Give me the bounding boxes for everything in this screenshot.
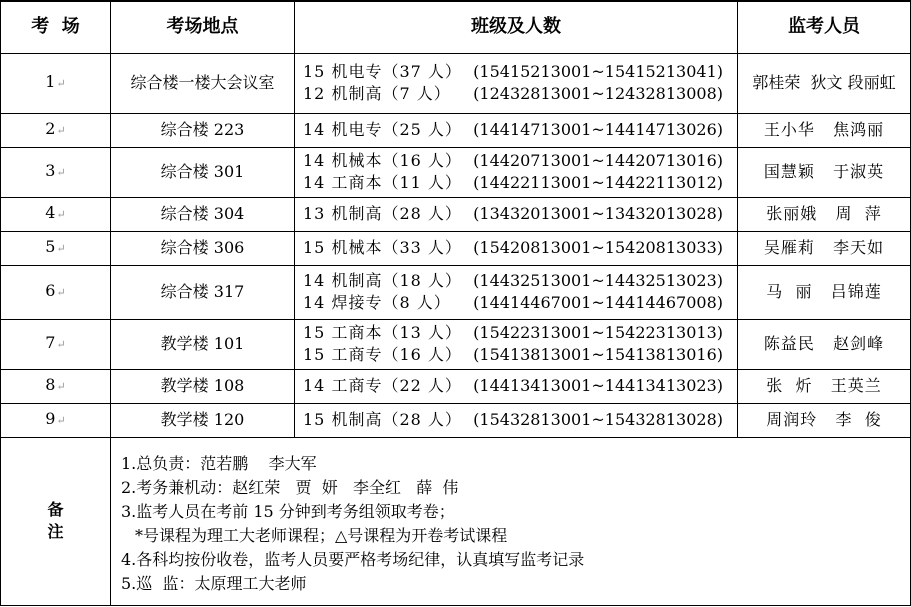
room-number: 9↵: [1, 403, 111, 437]
header-classes: 班级及人数: [295, 1, 738, 53]
class-entry: 15 工商本（13 人） (15422313001~15422313013): [303, 323, 723, 342]
room-number: 8↵: [1, 369, 111, 403]
room-number: 2↵: [1, 113, 111, 147]
proctor-names: 吴雁莉 李天如: [738, 231, 911, 265]
note-line: 5.巡 监：太原理工大老师: [121, 573, 307, 593]
table-row: [1, 319, 911, 369]
class-entry: 14 机电专（25 人） (14414713001~14414713026): [303, 120, 723, 139]
table-row: [1, 265, 911, 319]
header-room: 考 场: [1, 1, 111, 53]
room-location: 综合楼 306: [111, 231, 295, 265]
class-list: [295, 265, 738, 319]
notes-label: 备 注: [1, 437, 111, 606]
class-list: [295, 53, 738, 113]
room-location: 综合楼 304: [111, 197, 295, 231]
proctor-names: 王小华 焦鸿丽: [738, 113, 911, 147]
proctor-names: 郭桂荣 狄文 段丽虹: [738, 53, 911, 113]
note-line: 2.考务兼机动：赵红荣 贾 妍 李全红 薛 伟: [121, 477, 459, 497]
room-number: 6↵: [1, 265, 111, 319]
class-list: [295, 369, 738, 403]
proctor-names: 周润玲 李 俊: [738, 403, 911, 437]
room-location: 综合楼一楼大会议室: [111, 53, 295, 113]
room-number: 1↵: [1, 53, 111, 113]
class-list: [295, 319, 738, 369]
room-location: 综合楼 301: [111, 147, 295, 197]
note-line: 4.各科均按份收卷，监考人员要严格考场纪律，认真填写监考记录: [121, 549, 585, 569]
proctor-names: 张 炘 王英兰: [738, 369, 911, 403]
header-proctors: 监考人员: [738, 1, 911, 53]
table-row: [1, 53, 911, 113]
proctor-names: 张丽娥 周 萍: [738, 197, 911, 231]
table-row: [1, 403, 911, 437]
room-location: 教学楼 120: [111, 403, 295, 437]
note-line: 3.监考人员在考前 15 分钟到考务组领取考卷；: [121, 501, 455, 521]
class-list: [295, 147, 738, 197]
room-number: 4↵: [1, 197, 111, 231]
proctor-names: 陈益民 赵剑峰: [738, 319, 911, 369]
proctor-names: 国慧颖 于淑英: [738, 147, 911, 197]
note-line: 1.总负责：范若鹏 李大军: [121, 453, 317, 473]
table-row: [1, 231, 911, 265]
room-location: 综合楼 317: [111, 265, 295, 319]
class-list: [295, 113, 738, 147]
header-location: 考场地点: [111, 1, 295, 53]
class-entry: 14 机制高（18 人） (14432513001~14432513023): [303, 271, 723, 290]
class-entry: 14 工商本（11 人） (14422113001~14422113012): [303, 173, 723, 192]
class-entry: 14 工商专（22 人） (14413413001~14413413023): [303, 376, 723, 395]
table-row: [1, 197, 911, 231]
class-entry: 15 机制高（28 人） (15432813001~15432813028): [303, 410, 723, 429]
table-row: [1, 113, 911, 147]
class-list: [295, 197, 738, 231]
class-entry: 13 机制高（28 人） (13432013001~13432013028): [303, 204, 723, 223]
table-row: [1, 147, 911, 197]
class-entry: 15 机械本（33 人） (15420813001~15420813033): [303, 238, 723, 257]
proctor-names: 马 丽 吕锦莲: [738, 265, 911, 319]
class-list: [295, 231, 738, 265]
class-entry: 14 机械本（16 人） (14420713001~14420713016): [303, 151, 723, 170]
class-entry: 15 机电专（37 人） (15415213001~15415213041): [303, 62, 723, 81]
room-number: 5↵: [1, 231, 111, 265]
class-list: [295, 403, 738, 437]
class-entry: 12 机制高（7 人） (12432813001~12432813008): [303, 84, 723, 103]
notes-content: [111, 437, 911, 606]
class-entry: 15 工商专（16 人） (15413813001~15413813016): [303, 345, 723, 364]
room-number: 3↵: [1, 147, 111, 197]
notes-row: [1, 437, 911, 606]
note-line: *号课程为理工大老师课程；△号课程为开卷考试课程: [135, 525, 508, 545]
room-location: 教学楼 108: [111, 369, 295, 403]
header-row: [1, 1, 911, 53]
room-number: 7↵: [1, 319, 111, 369]
room-location: 教学楼 101: [111, 319, 295, 369]
table-row: [1, 369, 911, 403]
class-entry: 14 焊接专（8 人） (14414467001~14414467008): [303, 293, 723, 312]
room-location: 综合楼 223: [111, 113, 295, 147]
